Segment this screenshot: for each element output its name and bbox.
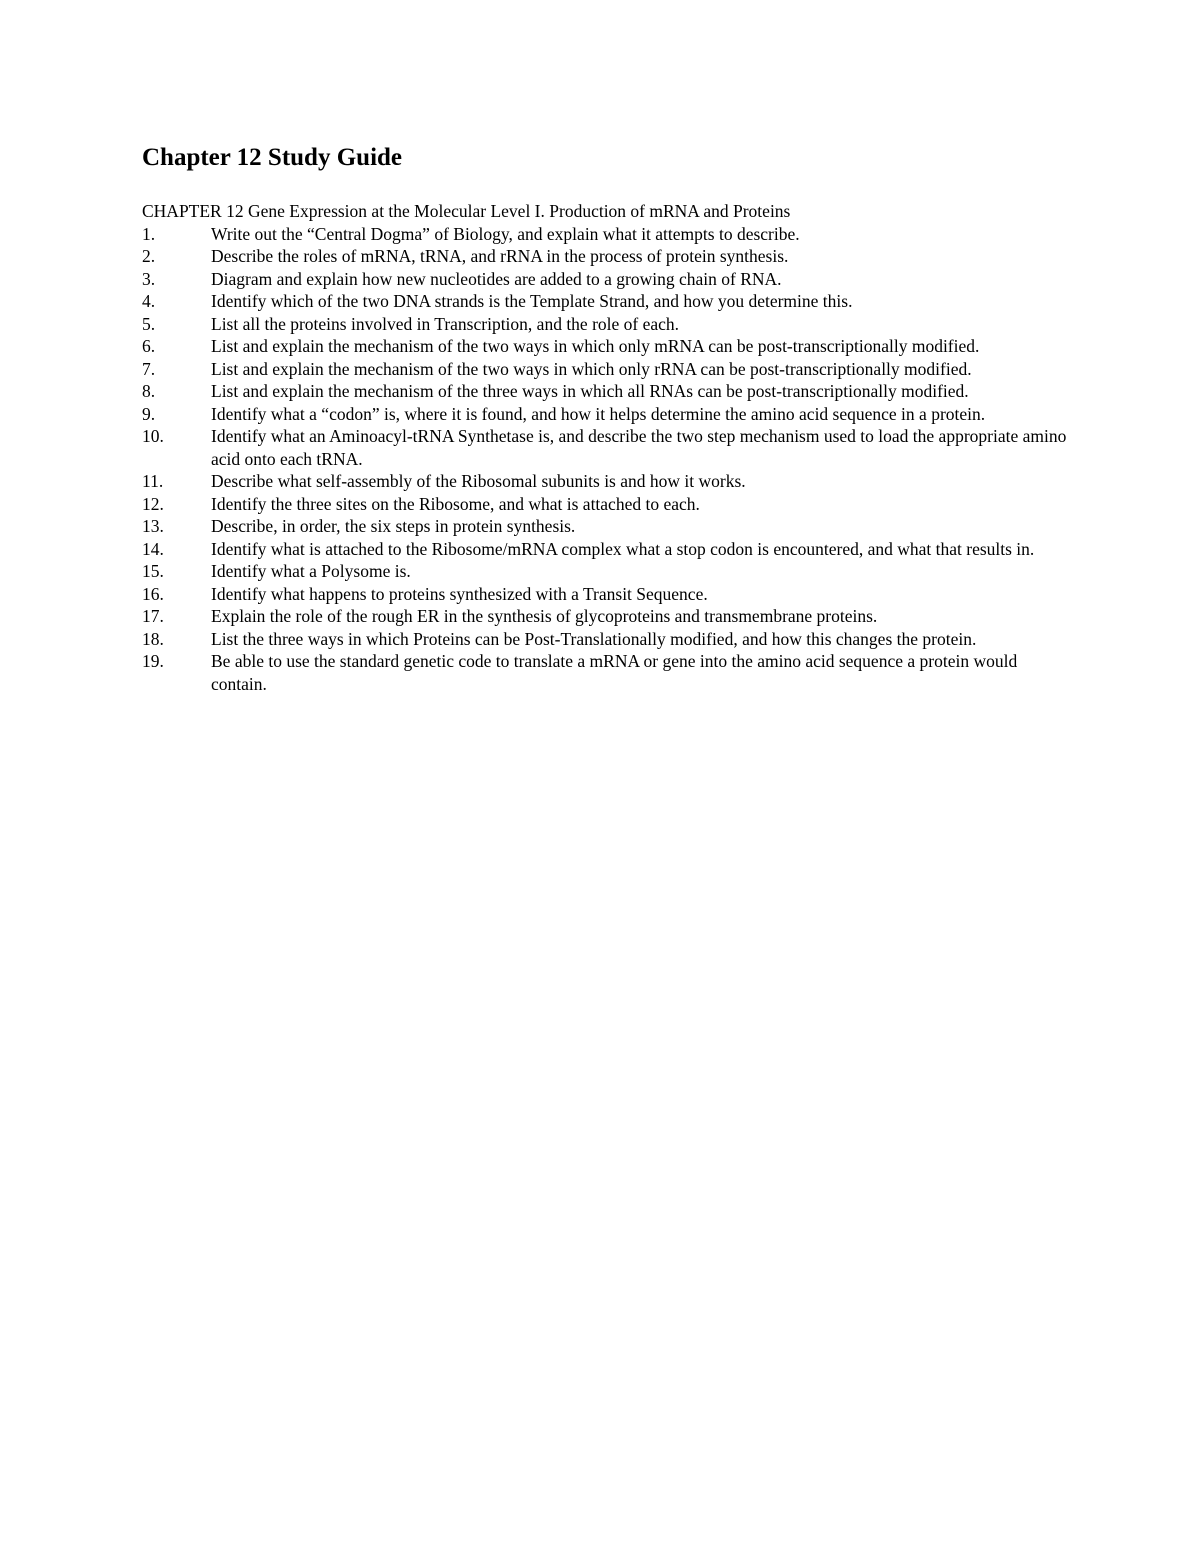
question-number: 10. <box>142 426 164 446</box>
question-number: 6. <box>142 336 156 356</box>
question-list <box>142 223 1072 696</box>
page-title: Chapter 12 Study Guide <box>142 144 403 171</box>
question-item <box>142 245 1072 268</box>
question-text: Be able to use the standard genetic code to translate a mRNA or gene into the amino acid sequence a protein would contain. <box>211 651 1018 694</box>
question-item <box>142 268 1072 291</box>
question-text: Describe, in order, the six steps in protein synthesis. <box>211 516 576 536</box>
question-item <box>142 403 1072 426</box>
question-number: 12. <box>142 493 164 514</box>
question-item <box>142 628 1072 651</box>
question-number: 18. <box>142 628 164 649</box>
question-text: Identify what an Aminoacyl-tRNA Synthetase is, and describe the two step mechanism used to load the appropriate amino acid onto each tRNA. <box>211 426 1067 469</box>
question-item <box>142 515 1072 538</box>
question-item <box>142 583 1072 606</box>
question-item <box>142 560 1072 583</box>
question-text: List and explain the mechanism of the three ways in which all RNAs can be post-transcriptionally modified. <box>211 381 969 401</box>
question-text: Describe the roles of mRNA, tRNA, and rRNA in the process of protein synthesis. <box>211 246 789 266</box>
question-number: 16. <box>142 583 164 604</box>
question-item <box>142 335 1072 358</box>
question-number: 8. <box>142 381 156 401</box>
question-item <box>142 650 1072 695</box>
question-text: List and explain the mechanism of the two ways in which only mRNA can be post-transcriptionally modified. <box>211 336 980 356</box>
question-item <box>142 605 1072 628</box>
question-number: 19. <box>142 651 164 671</box>
question-text: Write out the “Central Dogma” of Biology, and explain what it attempts to describe. <box>211 223 800 244</box>
question-text: Identify which of the two DNA strands is the Template Strand, and how you determine this. <box>211 291 853 311</box>
question-number: 17. <box>142 606 164 626</box>
question-item <box>142 313 1072 336</box>
question-number: 15. <box>142 561 164 581</box>
question-number: 13. <box>142 516 164 536</box>
question-number: 7. <box>142 358 156 379</box>
question-item <box>142 470 1072 493</box>
question-item <box>142 425 1072 470</box>
question-text: List all the proteins involved in Transcription, and the role of each. <box>211 313 680 334</box>
question-text: Identify what is attached to the Ribosome/mRNA complex what a stop codon is encountered, and what that results in. <box>211 538 1035 559</box>
question-text: Identify the three sites on the Ribosome, and what is attached to each. <box>211 493 700 514</box>
question-item <box>142 358 1072 381</box>
question-item <box>142 290 1072 313</box>
question-number: 3. <box>142 268 156 289</box>
question-number: 5. <box>142 313 156 334</box>
question-text: List and explain the mechanism of the two ways in which only rRNA can be post-transcriptionally modified. <box>211 358 972 379</box>
question-number: 11. <box>142 471 164 491</box>
question-number: 2. <box>142 246 156 266</box>
question-text: Explain the role of the rough ER in the synthesis of glycoproteins and transmembrane proteins. <box>211 606 878 626</box>
question-item <box>142 380 1072 403</box>
question-number: 9. <box>142 403 156 424</box>
question-number: 14. <box>142 538 164 559</box>
question-item <box>142 538 1072 561</box>
question-text: Diagram and explain how new nucleotides are added to a growing chain of RNA. <box>211 268 782 289</box>
question-text: Identify what happens to proteins synthesized with a Transit Sequence. <box>211 583 708 604</box>
question-text: Identify what a “codon” is, where it is found, and how it helps determine the amino acid sequence in a protein. <box>211 403 986 424</box>
question-text: List the three ways in which Proteins can be Post-Translationally modified, and how this changes the protein. <box>211 628 977 649</box>
question-number: 4. <box>142 291 156 311</box>
question-text: Describe what self-assembly of the Ribosomal subunits is and how it works. <box>211 471 746 491</box>
question-item <box>142 493 1072 516</box>
question-number: 1. <box>142 223 156 244</box>
chapter-subtitle: CHAPTER 12 Gene Expression at the Molecular Level I. Production of mRNA and Proteins <box>142 201 791 221</box>
question-text: Identify what a Polysome is. <box>211 561 411 581</box>
question-item <box>142 223 1072 246</box>
